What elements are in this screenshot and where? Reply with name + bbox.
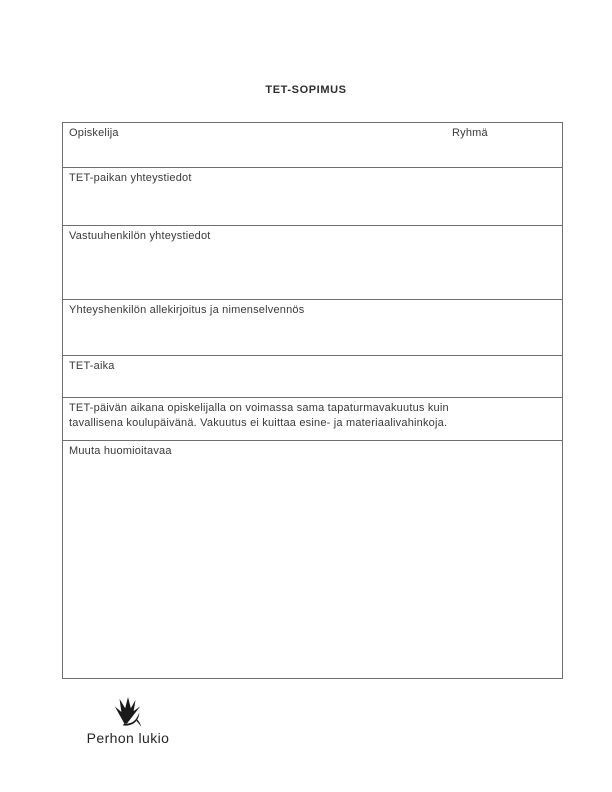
label-vastuuhenkilon-yhteystiedot: Vastuuhenkilön yhteystiedot <box>69 230 211 242</box>
butterfly-icon <box>111 697 145 729</box>
label-allekirjoitus-nimenselvennos: Yhteyshenkilön allekirjoitus ja nimenselvennös <box>69 304 305 316</box>
document-title: TET-SOPIMUS <box>265 84 347 96</box>
tet-form-table <box>62 122 563 679</box>
table-row <box>63 300 563 356</box>
table-row <box>63 226 563 300</box>
vakuutus-note-text: TET-päivän aikana opiskelijalla on voimassa sama tapaturmavakuutus kuin tavallisena koulupäivänä. Vakuutus ei kuittaa esine- ja materiaalivahinkoja. <box>69 402 449 429</box>
table-row <box>63 123 563 168</box>
table-row <box>63 168 563 226</box>
field-opiskelija-ryhma <box>63 123 563 168</box>
note-vakuutus <box>63 398 563 441</box>
table-row <box>63 398 563 441</box>
label-opiskelija: Opiskelija <box>69 127 119 139</box>
label-tet-paikan-yhteystiedot: TET-paikan yhteystiedot <box>69 172 192 184</box>
school-logo <box>78 697 178 746</box>
school-name: Perhon lukio <box>86 730 170 746</box>
field-vastuuhenkilon-yhteystiedot <box>63 226 563 300</box>
field-tet-paikan-yhteystiedot <box>63 168 563 226</box>
label-tet-aika: TET-aika <box>69 360 115 372</box>
field-tet-aika <box>63 356 563 398</box>
field-allekirjoitus-nimenselvennos <box>63 300 563 356</box>
table-row <box>63 441 563 679</box>
table-row <box>63 356 563 398</box>
field-muuta-huomioitavaa <box>63 441 563 679</box>
label-muuta-huomioitavaa: Muuta huomioitavaa <box>69 445 172 457</box>
label-ryhma: Ryhmä <box>452 127 488 139</box>
